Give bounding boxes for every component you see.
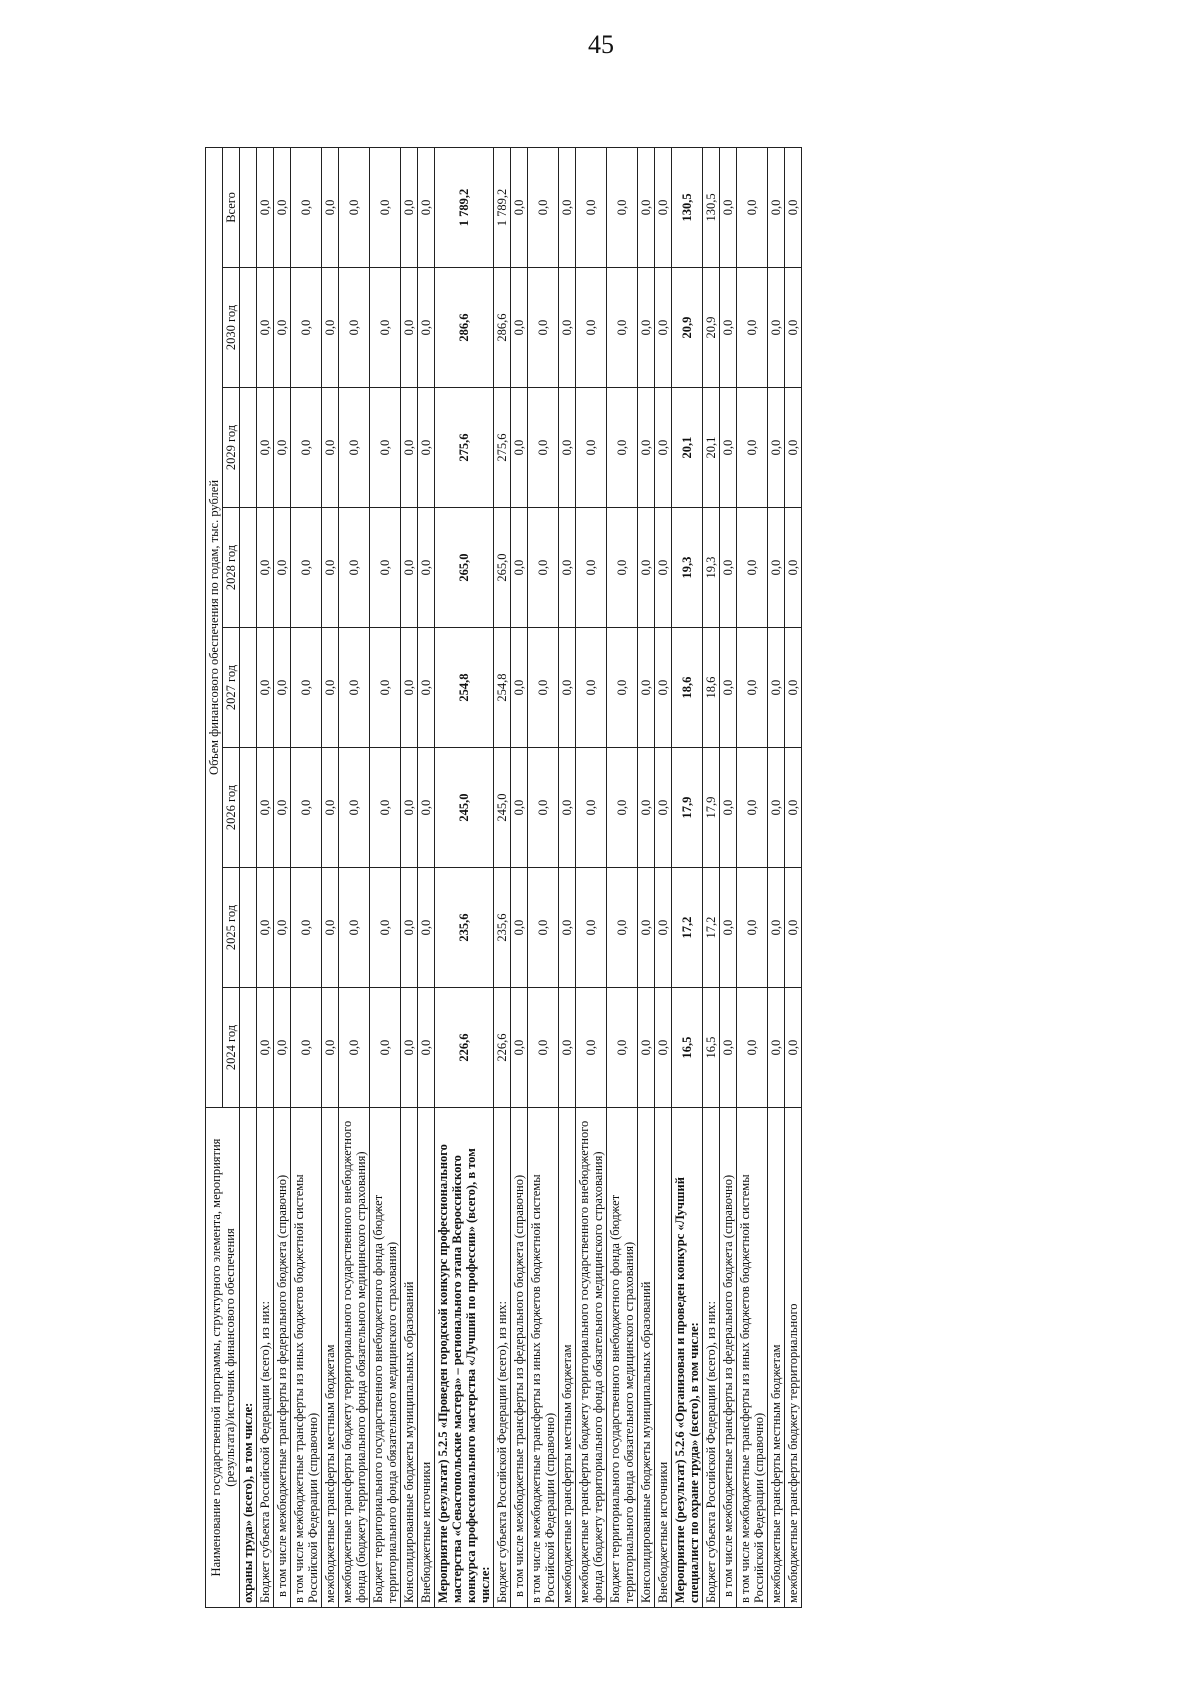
row-label: межбюджетные трансферты местным бюджетам: [559, 1108, 576, 1608]
row-value: 18,6: [703, 628, 720, 748]
row-value: 0,0: [370, 988, 401, 1108]
row-value: 0,0: [655, 868, 672, 988]
row-value: 0,0: [559, 868, 576, 988]
row-value: 0,0: [638, 268, 655, 388]
row-value: 0,0: [528, 868, 559, 988]
row-value: 0,0: [720, 868, 737, 988]
row-value: 0,0: [291, 268, 322, 388]
row-value: 0,0: [274, 147, 291, 267]
table-row: [655, 147, 672, 1607]
row-value: 0,0: [576, 147, 607, 267]
table-row: [737, 147, 768, 1607]
row-value: 0,0: [370, 147, 401, 267]
header-year: 2025 год: [223, 868, 240, 988]
row-value: 0,0: [655, 748, 672, 868]
row-value: 0,0: [785, 147, 802, 267]
row-value: 20,9: [672, 268, 703, 388]
table-row: [607, 147, 638, 1607]
row-value: 0,0: [607, 388, 638, 508]
table-row: [785, 147, 802, 1607]
row-value: 0,0: [274, 388, 291, 508]
table-row: [435, 147, 494, 1607]
row-value: 254,8: [435, 628, 494, 748]
row-value: 0,0: [370, 628, 401, 748]
row-value: 0,0: [322, 508, 339, 628]
row-value: 0,0: [418, 388, 435, 508]
financing-table: [205, 147, 802, 1608]
row-value: 0,0: [576, 988, 607, 1108]
row-value: 0,0: [339, 748, 370, 868]
row-value: 0,0: [322, 748, 339, 868]
row-label: Бюджет субъекта Российской Федерации (всего), из них:: [703, 1108, 720, 1608]
row-value: 275,6: [494, 388, 511, 508]
row-value: 0,0: [785, 388, 802, 508]
row-label: Внебюджетные источники: [418, 1108, 435, 1608]
row-value: 0,0: [339, 628, 370, 748]
row-value: 0,0: [322, 988, 339, 1108]
row-value: 0,0: [322, 388, 339, 508]
row-value: 0,0: [607, 628, 638, 748]
row-value: 20,1: [672, 388, 703, 508]
row-value: 1 789,2: [494, 147, 511, 267]
row-value: 0,0: [785, 508, 802, 628]
row-value: 0,0: [737, 268, 768, 388]
header-year: 2028 год: [223, 508, 240, 628]
table-row: [240, 147, 257, 1607]
row-value: 0,0: [737, 388, 768, 508]
row-value: 0,0: [737, 508, 768, 628]
row-value: 0,0: [528, 628, 559, 748]
row-value: 0,0: [737, 748, 768, 868]
row-value: 0,0: [768, 147, 785, 267]
row-value: 0,0: [511, 628, 528, 748]
row-label: в том числе межбюджетные трансферты из иных бюджетов бюджетной системы Российской Федерации (справочно): [291, 1108, 322, 1608]
row-value: 0,0: [339, 147, 370, 267]
row-value: 0,0: [370, 868, 401, 988]
table-row: [494, 147, 511, 1607]
row-value: [240, 628, 257, 748]
row-value: 0,0: [607, 147, 638, 267]
table-row: [703, 147, 720, 1607]
row-value: 0,0: [638, 388, 655, 508]
row-value: 0,0: [528, 508, 559, 628]
row-value: 0,0: [339, 868, 370, 988]
row-value: [240, 508, 257, 628]
row-value: 0,0: [768, 988, 785, 1108]
table-row: [768, 147, 785, 1607]
row-value: 0,0: [322, 147, 339, 267]
row-value: 18,6: [672, 628, 703, 748]
row-value: 0,0: [370, 748, 401, 868]
row-value: 0,0: [511, 147, 528, 267]
row-value: 0,0: [291, 868, 322, 988]
row-value: [240, 868, 257, 988]
row-value: 0,0: [559, 147, 576, 267]
table-row: [401, 147, 418, 1607]
row-value: 0,0: [638, 868, 655, 988]
row-value: 0,0: [418, 628, 435, 748]
row-label: межбюджетные трансферты бюджету территориального государственного внебюджетного фонда (бюджету территориального фонда обязательного медицинского страхования): [339, 1108, 370, 1608]
row-label: Внебюджетные источники: [655, 1108, 672, 1608]
table-row: [638, 147, 655, 1607]
row-value: 0,0: [576, 628, 607, 748]
row-value: 0,0: [274, 508, 291, 628]
row-value: 0,0: [576, 508, 607, 628]
row-value: [240, 388, 257, 508]
row-value: 0,0: [257, 147, 274, 267]
row-value: 0,0: [655, 268, 672, 388]
row-value: 0,0: [339, 988, 370, 1108]
row-value: 0,0: [785, 748, 802, 868]
row-value: 130,5: [703, 147, 720, 267]
row-value: 0,0: [559, 628, 576, 748]
row-label: Бюджет территориального государственного внебюджетного фонда (бюджет территориального фонда обязательного медицинского страхования): [370, 1108, 401, 1608]
row-value: 0,0: [607, 988, 638, 1108]
row-value: 0,0: [418, 748, 435, 868]
row-value: 265,0: [435, 508, 494, 628]
row-value: 0,0: [339, 508, 370, 628]
row-value: 0,0: [638, 628, 655, 748]
row-value: 0,0: [401, 868, 418, 988]
row-value: 0,0: [257, 508, 274, 628]
row-value: 0,0: [511, 748, 528, 868]
row-label: межбюджетные трансферты бюджету территориального государственного внебюджетного фонда (бюджету территориального фонда обязательного медицинского страхования): [576, 1108, 607, 1608]
row-value: 0,0: [528, 748, 559, 868]
row-value: 0,0: [291, 388, 322, 508]
table-body: [240, 147, 802, 1607]
row-value: 0,0: [339, 268, 370, 388]
row-value: 254,8: [494, 628, 511, 748]
header-name-column: Наименование государственной программы, структурного элемента, мероприятия (результата)/источник финансового обеспечения: [206, 1108, 240, 1608]
table-row: [322, 147, 339, 1607]
row-value: 0,0: [401, 268, 418, 388]
row-value: 0,0: [418, 147, 435, 267]
row-value: 0,0: [291, 748, 322, 868]
row-value: 0,0: [655, 388, 672, 508]
page-number: 45: [588, 30, 614, 59]
row-value: 0,0: [768, 628, 785, 748]
row-value: 226,6: [494, 988, 511, 1108]
row-value: 0,0: [274, 628, 291, 748]
row-value: 0,0: [768, 748, 785, 868]
row-label: Бюджет субъекта Российской Федерации (всего), из них:: [257, 1108, 274, 1608]
row-label: Бюджет субъекта Российской Федерации (всего), из них:: [494, 1108, 511, 1608]
row-value: 0,0: [257, 748, 274, 868]
row-value: 0,0: [559, 988, 576, 1108]
row-value: 0,0: [559, 388, 576, 508]
row-value: 235,6: [494, 868, 511, 988]
row-value: 0,0: [720, 988, 737, 1108]
row-value: 0,0: [274, 868, 291, 988]
row-value: 0,0: [528, 147, 559, 267]
row-value: 1 789,2: [435, 147, 494, 267]
row-value: 0,0: [720, 268, 737, 388]
row-value: 0,0: [322, 868, 339, 988]
row-value: 0,0: [576, 268, 607, 388]
row-value: 0,0: [785, 268, 802, 388]
row-value: 0,0: [638, 147, 655, 267]
row-value: 0,0: [291, 988, 322, 1108]
row-value: 0,0: [638, 508, 655, 628]
row-label: в том числе межбюджетные трансферты из иных бюджетов бюджетной системы Российской Федерации (справочно): [528, 1108, 559, 1608]
row-value: 0,0: [607, 748, 638, 868]
header-year: 2024 год: [223, 988, 240, 1108]
row-label: Мероприятие (результат) 5.2.6 «Организован и проведен конкурс «Лучший специалист по охране труда» (всего), в том числе:: [672, 1108, 703, 1608]
row-value: 0,0: [511, 868, 528, 988]
row-value: 0,0: [638, 748, 655, 868]
row-value: 0,0: [576, 868, 607, 988]
rotated-table-frame: [205, 148, 1140, 1608]
row-value: [240, 268, 257, 388]
row-label: Консолидированные бюджеты муниципальных образований: [401, 1108, 418, 1608]
row-value: 17,9: [703, 748, 720, 868]
row-value: 235,6: [435, 868, 494, 988]
row-value: 0,0: [655, 628, 672, 748]
row-value: 0,0: [607, 508, 638, 628]
row-value: 0,0: [737, 868, 768, 988]
table-row: [291, 147, 322, 1607]
table-row: [339, 147, 370, 1607]
row-value: 0,0: [418, 268, 435, 388]
row-value: 0,0: [528, 268, 559, 388]
table-row: [576, 147, 607, 1607]
row-value: 0,0: [511, 988, 528, 1108]
row-label: в том числе межбюджетные трансферты из федерального бюджета (справочно): [274, 1108, 291, 1608]
row-value: 0,0: [291, 508, 322, 628]
row-label: межбюджетные трансферты местным бюджетам: [322, 1108, 339, 1608]
row-label: в том числе межбюджетные трансферты из федерального бюджета (справочно): [511, 1108, 528, 1608]
header-row-top: [206, 147, 223, 1607]
row-value: 0,0: [418, 988, 435, 1108]
row-value: 0,0: [291, 147, 322, 267]
row-value: 275,6: [435, 388, 494, 508]
row-value: [240, 988, 257, 1108]
row-value: 245,0: [494, 748, 511, 868]
row-label: Консолидированные бюджеты муниципальных образований: [638, 1108, 655, 1608]
row-value: 0,0: [511, 268, 528, 388]
row-value: 0,0: [274, 748, 291, 868]
row-value: 16,5: [672, 988, 703, 1108]
row-value: 0,0: [737, 988, 768, 1108]
row-label: межбюджетные трансферты местным бюджетам: [768, 1108, 785, 1608]
row-value: 0,0: [737, 147, 768, 267]
row-value: 0,0: [559, 268, 576, 388]
row-label: охраны труда» (всего), в том числе:: [240, 1108, 257, 1608]
row-value: 0,0: [655, 147, 672, 267]
row-label: в том числе межбюджетные трансферты из иных бюджетов бюджетной системы Российской Федерации (справочно): [737, 1108, 768, 1608]
row-value: 0,0: [528, 988, 559, 1108]
row-value: 0,0: [370, 268, 401, 388]
header-year: 2030 год: [223, 268, 240, 388]
row-value: 0,0: [576, 388, 607, 508]
row-value: 245,0: [435, 748, 494, 868]
row-value: 0,0: [768, 508, 785, 628]
row-value: 0,0: [720, 388, 737, 508]
row-label: межбюджетные трансферты бюджету территориального: [785, 1108, 802, 1608]
row-value: 0,0: [720, 508, 737, 628]
row-value: 16,5: [703, 988, 720, 1108]
row-value: 286,6: [435, 268, 494, 388]
row-value: 0,0: [370, 508, 401, 628]
row-value: 0,0: [401, 748, 418, 868]
header-year: 2029 год: [223, 388, 240, 508]
table-row: [257, 147, 274, 1607]
row-value: 0,0: [737, 628, 768, 748]
row-value: 0,0: [257, 868, 274, 988]
row-value: 17,2: [672, 868, 703, 988]
row-value: 0,0: [322, 628, 339, 748]
row-value: 0,0: [401, 628, 418, 748]
row-value: 0,0: [401, 508, 418, 628]
row-value: 0,0: [274, 988, 291, 1108]
row-value: 0,0: [322, 268, 339, 388]
row-value: 0,0: [720, 147, 737, 267]
row-value: 0,0: [655, 508, 672, 628]
row-value: 265,0: [494, 508, 511, 628]
row-value: 20,1: [703, 388, 720, 508]
row-value: 0,0: [339, 388, 370, 508]
row-value: 0,0: [768, 868, 785, 988]
header-group-title: Объем финансового обеспечения по годам, тыс. рублей: [206, 147, 223, 1107]
row-value: 0,0: [257, 628, 274, 748]
row-value: 0,0: [655, 988, 672, 1108]
row-value: 0,0: [785, 628, 802, 748]
row-value: 0,0: [257, 268, 274, 388]
row-value: 0,0: [401, 388, 418, 508]
row-value: 0,0: [401, 147, 418, 267]
table-row: [672, 147, 703, 1607]
row-value: 0,0: [418, 508, 435, 628]
row-value: [240, 748, 257, 868]
row-value: 0,0: [401, 988, 418, 1108]
row-value: 0,0: [511, 508, 528, 628]
row-value: 226,6: [435, 988, 494, 1108]
row-value: 0,0: [768, 388, 785, 508]
table-container: [205, 148, 1140, 1608]
row-value: 0,0: [768, 268, 785, 388]
row-value: 0,0: [528, 388, 559, 508]
row-value: 0,0: [559, 748, 576, 868]
row-value: 0,0: [720, 628, 737, 748]
table-row: [559, 147, 576, 1607]
row-value: 0,0: [257, 988, 274, 1108]
header-year: 2027 год: [223, 628, 240, 748]
row-value: 17,2: [703, 868, 720, 988]
row-value: 0,0: [785, 988, 802, 1108]
table-row: [274, 147, 291, 1607]
row-value: 0,0: [720, 748, 737, 868]
row-value: 17,9: [672, 748, 703, 868]
row-value: 0,0: [257, 388, 274, 508]
row-value: 0,0: [576, 748, 607, 868]
row-value: 19,3: [703, 508, 720, 628]
row-value: 0,0: [785, 868, 802, 988]
table-row: [418, 147, 435, 1607]
header-year: 2026 год: [223, 748, 240, 868]
table-row: [370, 147, 401, 1607]
row-value: 0,0: [511, 388, 528, 508]
row-value: 19,3: [672, 508, 703, 628]
row-value: 20,9: [703, 268, 720, 388]
row-value: 0,0: [559, 508, 576, 628]
row-value: 0,0: [638, 988, 655, 1108]
table-row: [511, 147, 528, 1607]
row-label: Мероприятие (результат) 5.2.5 «Проведен городской конкурс профессионального мастерства «Севастопольские мастера» – регионального этапа Всероссийского конкурса профессионального мастерства «Лучший по профессии» (всего), в том числе:: [435, 1108, 494, 1608]
row-value: 0,0: [418, 868, 435, 988]
row-value: [240, 147, 257, 267]
row-label: в том числе межбюджетные трансферты из федерального бюджета (справочно): [720, 1108, 737, 1608]
row-value: 286,6: [494, 268, 511, 388]
row-value: 0,0: [291, 628, 322, 748]
table-row: [528, 147, 559, 1607]
row-value: 0,0: [607, 268, 638, 388]
row-value: 0,0: [607, 868, 638, 988]
row-value: 130,5: [672, 147, 703, 267]
row-value: 0,0: [274, 268, 291, 388]
row-value: 0,0: [370, 388, 401, 508]
header-year: Всего: [223, 147, 240, 267]
table-row: [720, 147, 737, 1607]
row-label: Бюджет территориального государственного внебюджетного фонда (бюджет территориального фонда обязательного медицинского страхования): [607, 1108, 638, 1608]
